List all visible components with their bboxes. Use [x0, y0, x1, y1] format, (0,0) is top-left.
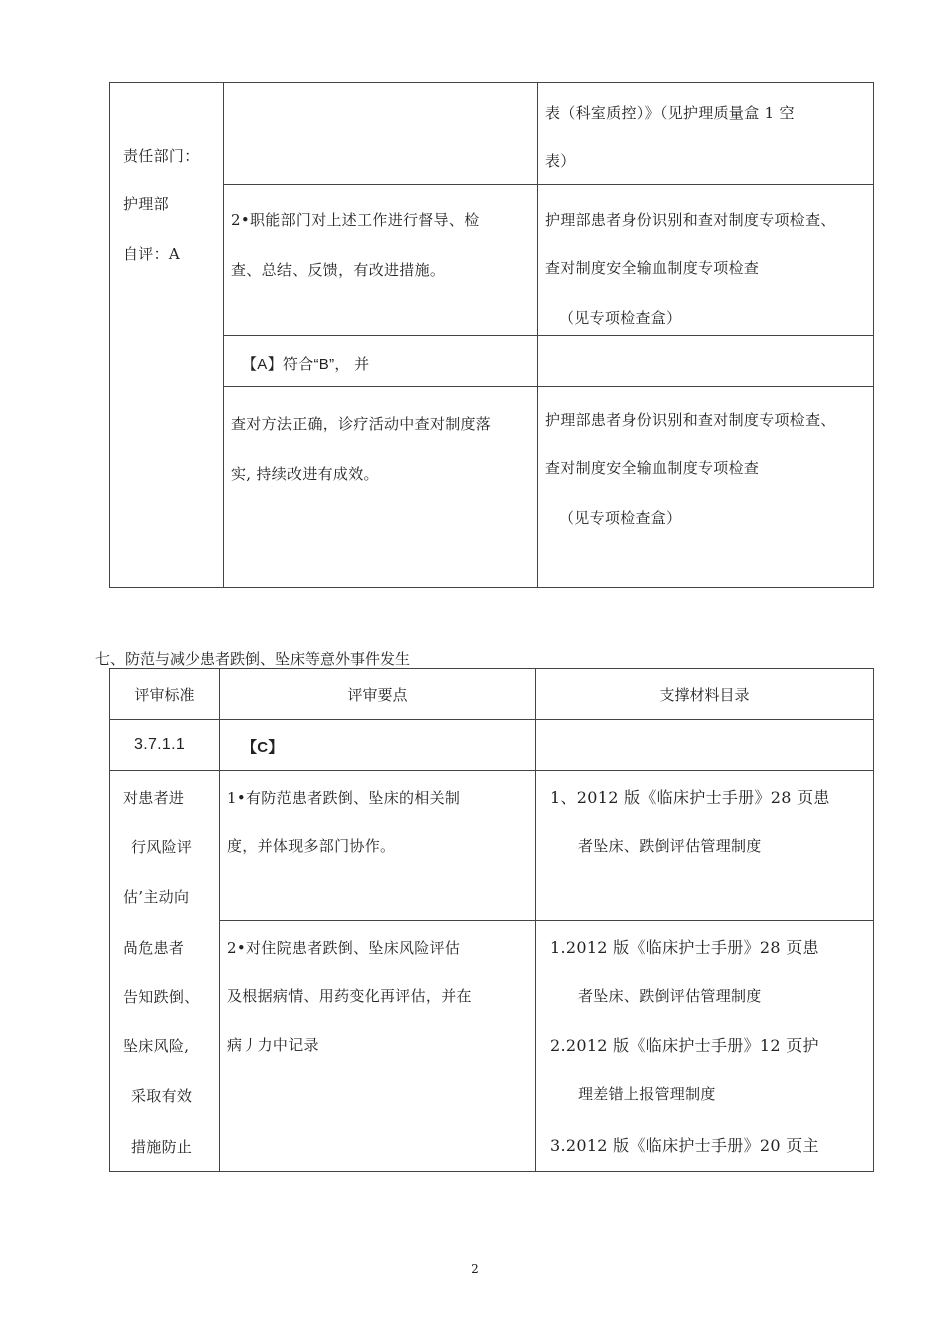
materials-line: 者坠床、跌倒评估管理制度: [578, 837, 762, 855]
materials-line: 查对制度安全输血制度专项检查: [545, 459, 760, 477]
standard-line: 采取有效: [131, 1087, 193, 1105]
points-cell: [220, 921, 536, 1172]
standard-line: 对患者进: [123, 789, 185, 807]
materials-line: 表（科室质控）》（见护理质量盒 1 空: [545, 104, 795, 122]
standard-line: 咼危患者: [123, 939, 185, 957]
points-line: 实, 持续改进有成效。: [231, 465, 379, 483]
points-cell: [220, 720, 536, 771]
standard-line: 行风险评: [131, 838, 193, 856]
materials-line: 1.2012 版《临床护士手册》28 页患: [550, 938, 819, 957]
materials-cell: [536, 771, 874, 921]
standard-line: 估’主动向: [123, 888, 190, 906]
section-heading: 七、防范与减少患者跌倒、坠床等意外事件发生: [95, 650, 411, 668]
points-line: 及根据病情、用药变化再评估，并在: [227, 987, 472, 1005]
points-cell: [224, 185, 538, 336]
materials-line: 护理部患者身份识别和查对制度专项检查、: [545, 211, 836, 229]
standard-description-cell: [110, 771, 220, 1172]
materials-line: 护理部患者身份识别和查对制度专项检查、: [545, 411, 836, 429]
dept-label: 责任部门：: [123, 147, 200, 165]
standard-line: 措施防止: [131, 1138, 193, 1156]
standard-id: 3.7.1.1: [134, 736, 186, 753]
points-cell: [224, 387, 538, 588]
responsibility-cell: [110, 83, 224, 588]
grade-c: 【C】: [242, 739, 284, 756]
materials-line: （见专项检查盒）: [559, 309, 682, 327]
header-points: 评审要点: [220, 669, 536, 720]
points-line: 病丿力中记录: [227, 1036, 319, 1054]
points-cell: [224, 336, 538, 387]
header-standard: 评审标准: [110, 669, 220, 720]
materials-line: 理差错上报管理制度: [578, 1085, 716, 1103]
points-line: 查对方法正确，诊疗活动中查对制度落: [231, 415, 492, 433]
materials-line: 者坠床、跌倒评估管理制度: [578, 987, 762, 1005]
materials-cell-empty: [538, 336, 874, 387]
points-cell: [220, 771, 536, 921]
materials-line: 3.2012 版《临床护士手册》20 页主: [550, 1136, 819, 1155]
self-evaluation: 自评：A: [123, 245, 181, 263]
evaluation-table: [109, 668, 874, 1172]
materials-line: 1、2012 版《临床护士手册》28 页患: [550, 788, 830, 807]
standard-line: 坠床风险,: [123, 1037, 190, 1055]
materials-cell: [538, 185, 874, 336]
points-line: 1•有防范患者跌倒、坠床的相关制: [227, 789, 461, 807]
points-line: 度，并体现多部门协作。: [227, 837, 396, 855]
materials-cell: [538, 387, 874, 588]
standard-line: 告知跌倒、: [123, 988, 200, 1006]
points-line: 2•对住院患者跌倒、坠床风险评估: [227, 939, 461, 957]
page-number: 2: [471, 1262, 479, 1276]
points-line: 【A】符合“B”， 并: [242, 356, 370, 373]
standard-id-cell: [110, 720, 220, 771]
continuation-table: [109, 82, 874, 588]
materials-cell-empty: [536, 720, 874, 771]
materials-cell: [538, 83, 874, 185]
header-materials: 支撑材料目录: [536, 669, 874, 720]
materials-line: （见专项检查盒）: [559, 509, 682, 527]
dept-value: 护理部: [123, 195, 169, 213]
materials-line: 表）: [545, 152, 576, 170]
materials-cell: [536, 921, 874, 1172]
points-cell-empty: [224, 83, 538, 185]
materials-line: 2.2012 版《临床护士手册》12 页护: [550, 1036, 819, 1055]
materials-line: 查对制度安全输血制度专项检查: [545, 259, 760, 277]
points-line: 查、总结、反馈，有改进措施。: [231, 261, 446, 279]
points-line: 2•职能部门对上述工作进行督导、检: [231, 211, 480, 229]
